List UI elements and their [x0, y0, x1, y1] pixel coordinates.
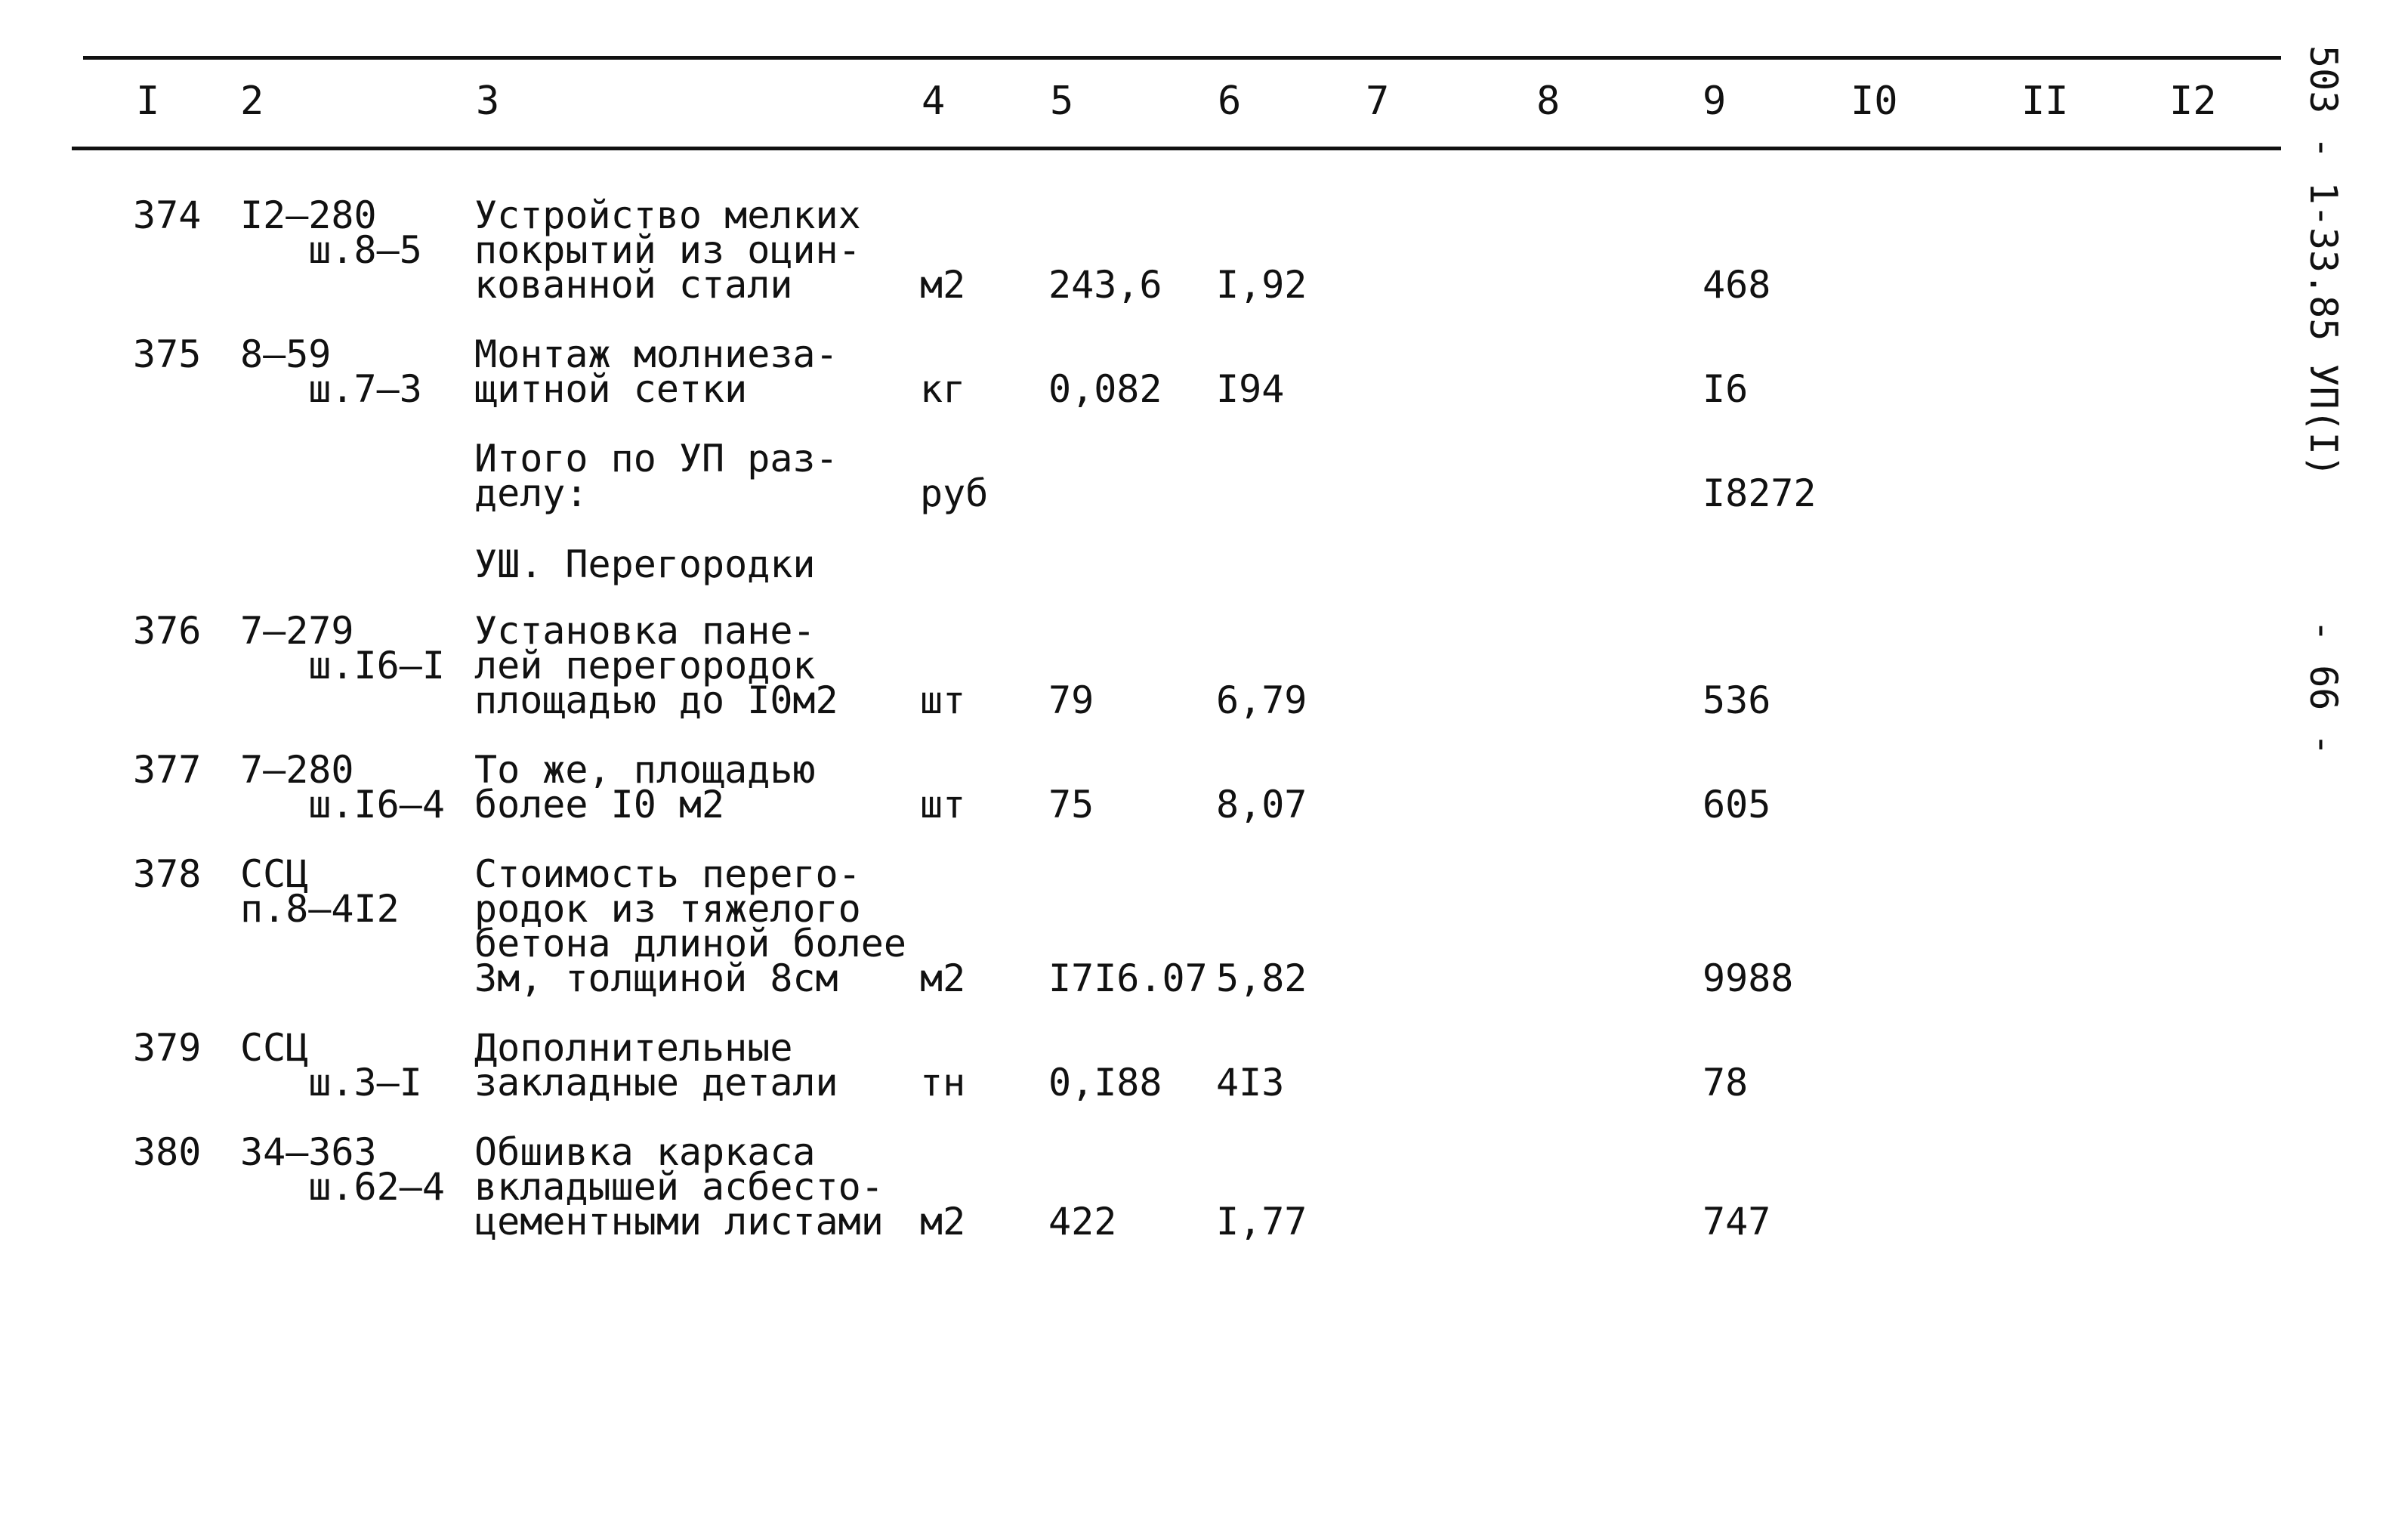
column-header-2: 2 [240, 79, 264, 124]
column-header-5: 5 [1050, 79, 1074, 124]
row-377-code: 7–280 ш.I6–4 [240, 748, 445, 826]
row-374-price: I,92 [1216, 263, 1307, 307]
column-header-3: 3 [476, 79, 500, 124]
column-header-7: 7 [1366, 79, 1390, 124]
page-number: - 66 - [2301, 619, 2345, 756]
row-379-number: 379 [133, 1026, 202, 1070]
row-374-number: 374 [133, 193, 202, 237]
column-header-11: II [2021, 79, 2069, 124]
row-378-total: 9988 [1703, 956, 1794, 1000]
row-378-price: 5,82 [1216, 956, 1307, 1000]
row-374-unit: м2 [920, 263, 966, 307]
subtotal-total: I8272 [1703, 471, 1817, 515]
row-375-number: 375 [133, 332, 202, 376]
row-380-quantity: 422 [1048, 1200, 1117, 1244]
row-376-code: 7–279 ш.I6–I [240, 609, 445, 687]
row-377-number: 377 [133, 748, 202, 792]
row-380-number: 380 [133, 1130, 202, 1174]
row-379-price: 4I3 [1216, 1061, 1285, 1105]
header-rule [72, 147, 2281, 150]
row-377-description: То же, площадью более I0 м2 [474, 748, 816, 826]
row-378-code: ССЦ п.8–4I2 [240, 852, 400, 931]
column-header-8: 8 [1536, 79, 1561, 124]
row-376-total: 536 [1703, 678, 1771, 722]
row-374-total: 468 [1703, 263, 1771, 307]
subtotal-unit: руб [920, 471, 989, 515]
row-380-unit: м2 [920, 1200, 966, 1244]
row-376-description: Установка пане- лей перегородок площадью до I0м2 [474, 609, 838, 722]
row-375-price: I94 [1216, 367, 1285, 411]
document-code: 503 - 1-33.85 УП(I) [2301, 45, 2345, 477]
row-378-quantity: I7I6.07 [1048, 956, 1208, 1000]
column-header-9: 9 [1703, 79, 1727, 124]
row-376-price: 6,79 [1216, 678, 1307, 722]
column-header-12: I2 [2169, 79, 2217, 124]
row-377-total: 605 [1703, 783, 1771, 826]
row-380-code: 34–363 ш.62–4 [240, 1130, 445, 1209]
row-380-description: Обшивка каркаса вкладышей асбесто- цементными листами [474, 1130, 884, 1244]
row-374-quantity: 243,6 [1048, 263, 1162, 307]
row-375-quantity: 0,082 [1048, 367, 1162, 411]
row-375-description: Монтаж молниеза- щитной сетки [474, 332, 838, 411]
row-377-price: 8,07 [1216, 783, 1307, 826]
row-376-quantity: 79 [1048, 678, 1094, 722]
row-374-description: Устройство мелких покрытий из оцин- кованной стали [474, 193, 861, 307]
row-380-total: 747 [1703, 1200, 1771, 1244]
row-377-unit: шт [920, 783, 966, 826]
row-379-quantity: 0,I88 [1048, 1061, 1162, 1105]
row-378-description: Стоимость перего- родок из тяжелого бетона длиной более 3м, толщиной 8см [474, 852, 906, 1000]
row-378-unit: м2 [920, 956, 966, 1000]
row-375-total: I6 [1703, 367, 1749, 411]
subtotal-description: Итого по УП раз- делу: [474, 437, 838, 515]
row-374-code: I2–280 ш.8–5 [240, 193, 422, 272]
column-header-10: I0 [1851, 79, 1898, 124]
row-378-number: 378 [133, 852, 202, 896]
column-header-4: 4 [922, 79, 946, 124]
row-379-total: 78 [1703, 1061, 1749, 1105]
row-376-unit: шт [920, 678, 966, 722]
row-375-unit: кг [920, 367, 966, 411]
column-header-6: 6 [1218, 79, 1242, 124]
row-379-description: Дополнительные закладные детали [474, 1026, 838, 1105]
row-380-price: I,77 [1216, 1200, 1307, 1244]
row-379-unit: тн [920, 1061, 966, 1105]
row-379-code: ССЦ ш.3–I [240, 1026, 422, 1105]
row-376-number: 376 [133, 609, 202, 653]
top-rule [83, 56, 2281, 60]
column-header-1: I [136, 79, 160, 124]
row-375-code: 8–59 ш.7–3 [240, 332, 422, 411]
row-377-quantity: 75 [1048, 783, 1094, 826]
section-heading: УШ. Перегородки [474, 542, 816, 586]
